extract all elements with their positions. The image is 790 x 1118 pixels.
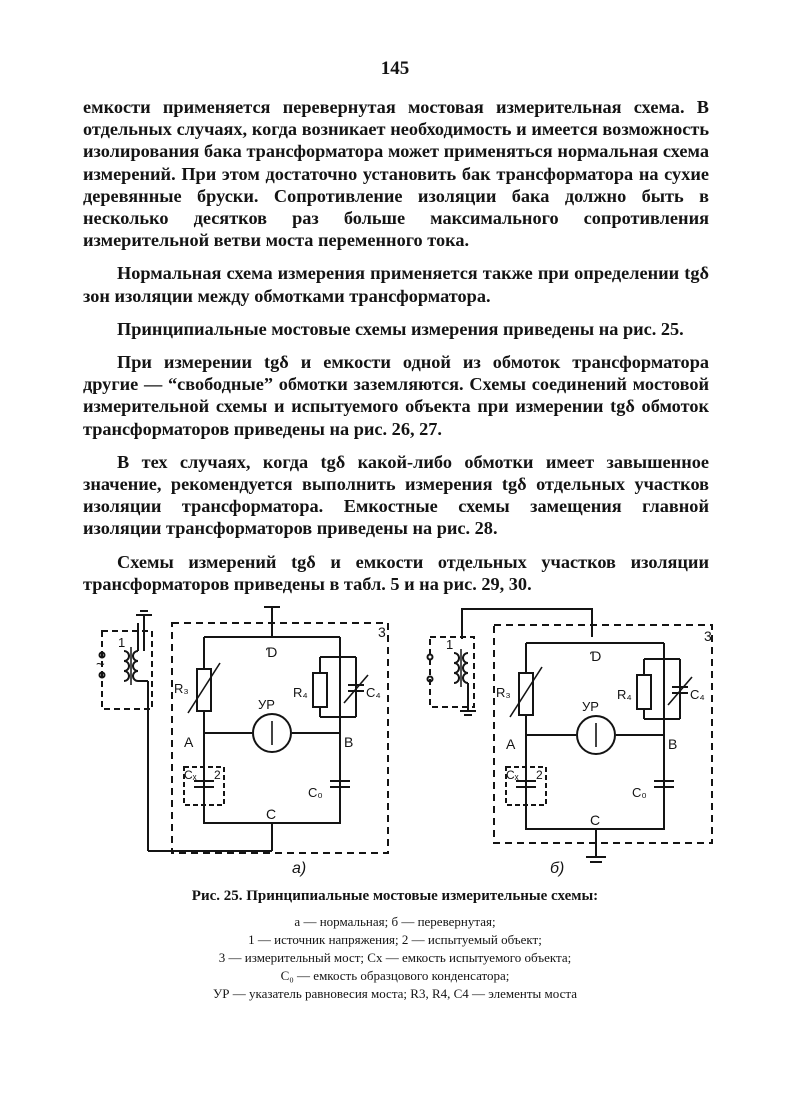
label-d-a: Ɗ	[266, 644, 278, 660]
label-3-a: 3	[378, 624, 386, 640]
resistor-r4-b	[637, 675, 651, 709]
legend-line: 1 — источник напряжения; 2 — испытуемый объект;	[248, 932, 542, 947]
label-2-a: 2	[214, 768, 221, 782]
label-c0-a: C₀	[308, 785, 323, 800]
secondary-coil-b	[463, 653, 468, 683]
label-r3-b: R₃	[496, 685, 511, 700]
label-1-a: 1	[118, 635, 126, 650]
figure-caption	[0, 888, 790, 1003]
label-3-b: 3	[704, 628, 712, 644]
label-node-a-a: A	[184, 734, 194, 750]
resistor-r3-b	[519, 673, 533, 715]
label-cx-a: Cₓ	[184, 768, 197, 782]
caption-legend	[0, 913, 790, 1003]
resistor-r4-a	[313, 673, 327, 707]
label-c4-a: C₄	[366, 685, 381, 700]
label-node-c-a: C	[266, 806, 277, 822]
label-r4-b: R₄	[617, 687, 632, 702]
diagram-b-inverted	[428, 609, 713, 877]
legend-line: 3 — измерительный мост; Cx — емкость испытуемого объекта;	[218, 950, 572, 965]
caption-title: Рис. 25. Принципиальные мостовые измерительные схемы:	[191, 888, 599, 904]
label-c0-b: C₀	[632, 785, 647, 800]
label-tilde-a: ~	[96, 656, 105, 673]
circuit-diagrams	[80, 603, 720, 893]
diagram-a-normal	[96, 607, 388, 877]
label-ur-b: УР	[582, 699, 599, 714]
label-r3-a: R₃	[174, 681, 189, 696]
paragraph: емкости применяется перевернутая мостовая измерительная схема. В отдельных случаях, когда возникает необходимость и имеется возможность изолирования бака трансформатора может применяться нормальная схема измерений. При этом достаточно установить бак трансформатора на сухие деревянные бруски. Сопротивление изоляции бака должно быть в несколько десятков раз больше максимального сопротивления измерительной ветви моста переменного тока.	[83, 97, 709, 251]
secondary-coil-a	[133, 651, 138, 681]
body-text	[83, 96, 709, 606]
legend-line: УР — указатель равновесия моста; R3, R4, C4 — элементы моста	[213, 986, 577, 1001]
label-ur-a: УР	[258, 697, 275, 712]
label-r4-a: R₄	[293, 685, 308, 700]
legend-line: C₀ — емкость образцового конденсатора;	[280, 968, 510, 983]
label-node-b-a: B	[344, 734, 354, 750]
figure-bridge-circuits	[80, 603, 720, 893]
label-cx-b: Cₓ	[506, 768, 519, 782]
paragraph: Нормальная схема измерения применяется также при определении tgδ зон изоляции между обмотками трансформатора.	[83, 263, 709, 306]
label-variant-a: а)	[292, 860, 307, 877]
label-node-c-b: C	[590, 812, 601, 828]
primary-coil-a	[124, 651, 129, 681]
label-node-b-b: B	[668, 736, 678, 752]
paragraph: Схемы измерений tgδ и емкости отдельных участков изоляции трансформаторов приведены в табл. 5 и на рис. 29, 30.	[83, 551, 709, 594]
resistor-r3-a	[197, 669, 211, 711]
paragraph: В тех случаях, когда tgδ какой-либо обмотки имеет завышенное значение, рекомендуется выполнить измерения tgδ отдельных участков изоляции трансформатора. Емкостные схемы замещения главной изоляции трансформаторов приведены на рис. 28.	[83, 451, 709, 539]
label-c4-b: C₄	[690, 687, 705, 702]
label-1-b: 1	[446, 637, 454, 652]
paragraph: При измерении tgδ и емкости одной из обмоток трансформатора другие — “свободные” обмотки заземляются. Схемы соединений мостовой измерительной схемы и испытуемого объекта при измерении tgδ обмоток трансформаторов приведены на рис. 26, 27.	[83, 352, 709, 439]
paragraph: Принципиальные мостовые схемы измерения приведены на рис. 25.	[117, 318, 684, 339]
primary-coil-b	[454, 653, 459, 683]
page-number: 145	[380, 58, 410, 79]
label-d-b: Ɗ	[590, 648, 602, 664]
label-node-a-b: A	[506, 736, 516, 752]
label-variant-b: б)	[550, 860, 565, 877]
label-2-b: 2	[536, 768, 543, 782]
legend-line: а — нормальная; б — перевернутая;	[294, 914, 496, 929]
